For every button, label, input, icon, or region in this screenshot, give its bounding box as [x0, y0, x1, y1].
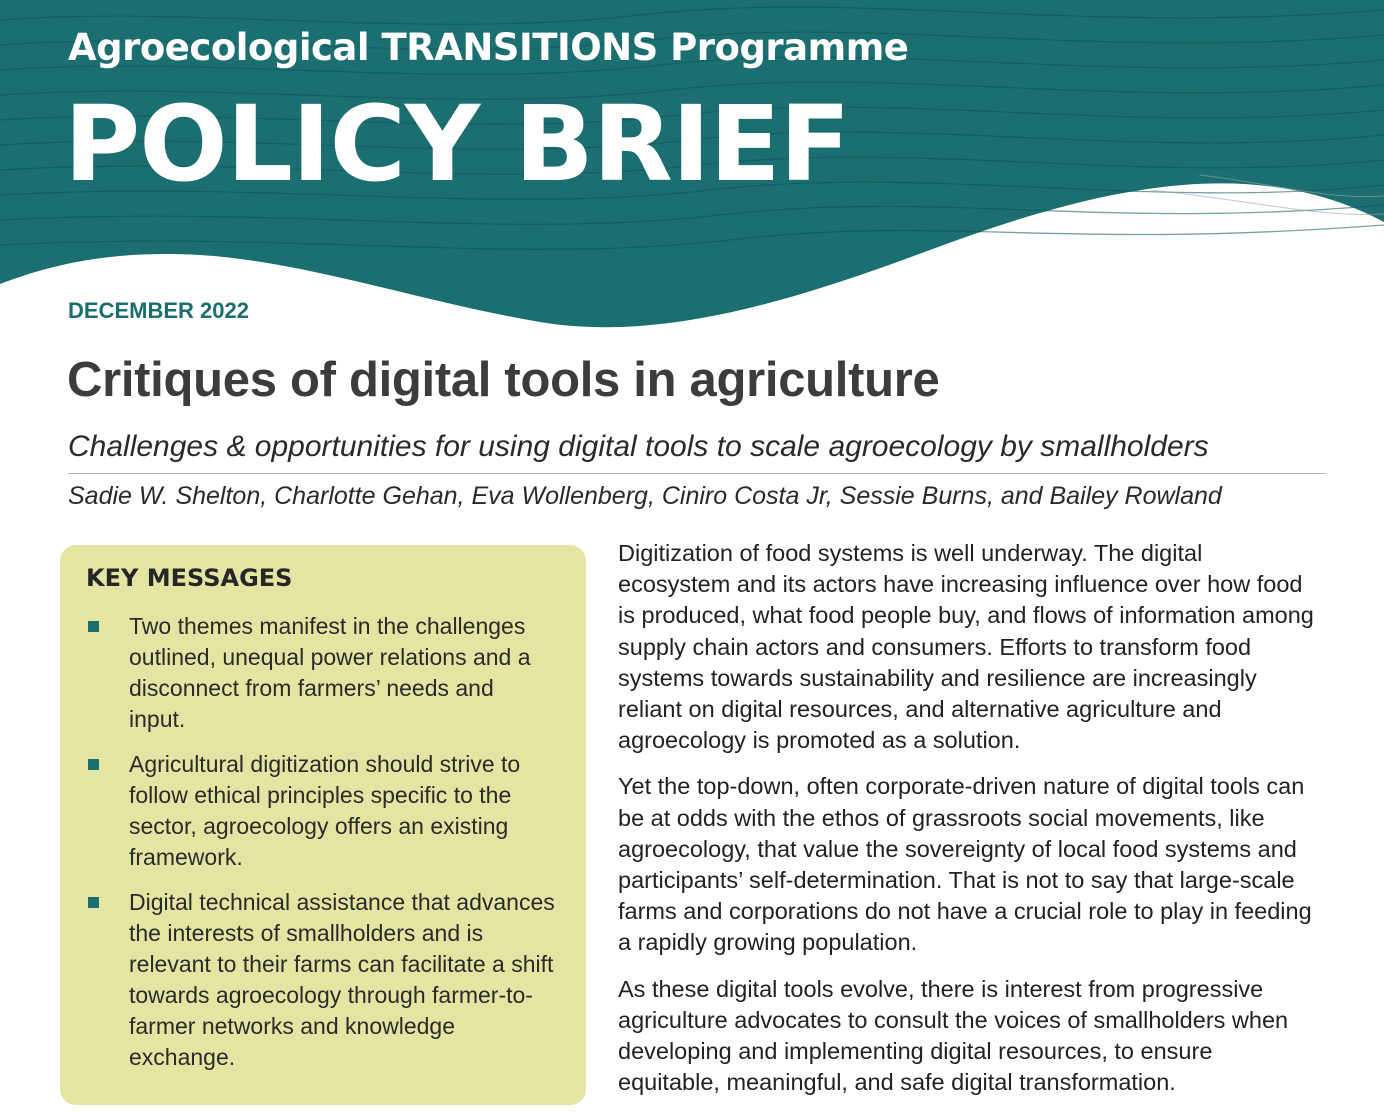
key-message-item: [60, 887, 586, 1073]
key-messages-heading: KEY MESSAGES: [86, 564, 293, 592]
document-title: Critiques of digital tools in agriculture: [67, 353, 940, 407]
publication-date: DECEMBER 2022: [68, 298, 249, 323]
header-banner: [0, 0, 1384, 340]
key-messages-list: [60, 611, 586, 1087]
key-message-item: [60, 611, 586, 735]
key-messages-box: [60, 545, 586, 1105]
key-message-text: Two themes manifest in the challenges outlined, unequal power relations and a disconnect from farmers’ needs and input.: [129, 613, 531, 732]
key-message-text: Agricultural digitization should strive to follow ethical principles specific to the sector, agroecology offers an existing framework.: [129, 751, 521, 870]
document-type-heading: POLICY BRIEF: [64, 83, 850, 205]
key-message-text: Digital technical assistance that advances the interests of smallholders and is relevant to their farms can facilitate a shift towards agroecology through farmer-to-farmer networks and knowledge exchange.: [129, 889, 555, 1070]
body-paragraph: Yet the top-down, often corporate-driven nature of digital tools can be at odds with the ethos of grassroots social movements, like agroecology, that value the sovereignty of local food systems and participants’ self-determination. That is not to say that large-scale farms and corporations do not have a crucial role to play in feeding a rapidly growing population.: [618, 773, 1312, 956]
author-list: Sadie W. Shelton, Charlotte Gehan, Eva Wollenberg, Ciniro Costa Jr, Sessie Burns, and Bailey Rowland: [68, 482, 1222, 510]
title-divider: [68, 473, 1326, 474]
programme-name: Agroecological TRANSITIONS Programme: [68, 26, 909, 69]
square-bullet-icon: [88, 621, 99, 632]
body-text: [618, 538, 1318, 1113]
body-paragraph: Digitization of food systems is well underway. The digital ecosystem and its actors have increasing influence over how food is produced, what food people buy, and flows of information among supply chain actors and consumers. Efforts to transform food systems towards sustainability and resilience are increasingly reliant on digital resources, and alternative agriculture and agroecology is promoted as a solution.: [618, 540, 1314, 754]
square-bullet-icon: [88, 759, 99, 770]
body-paragraph: As these digital tools evolve, there is interest from progressive agriculture advocates to consult the voices of smallholders when developing and implementing digital resources, to ensure equitable, meaningful, and safe digital transformation.: [618, 975, 1289, 1096]
square-bullet-icon: [88, 897, 99, 908]
key-message-item: [60, 749, 586, 873]
document-subtitle: Challenges & opportunities for using digital tools to scale agroecology by smallholders: [68, 430, 1209, 463]
